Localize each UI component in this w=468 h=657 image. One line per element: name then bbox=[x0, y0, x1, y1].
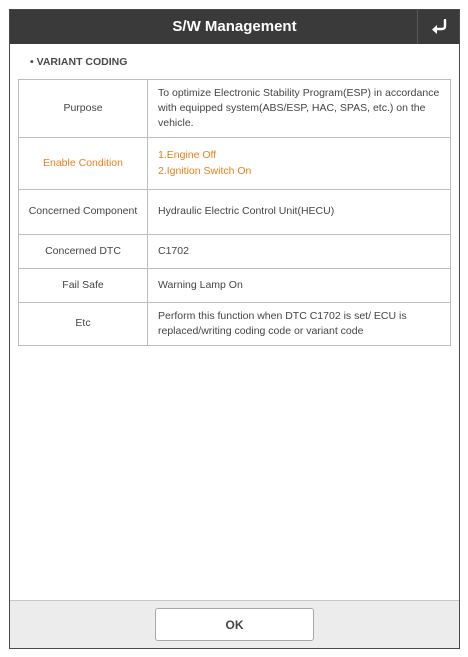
row-value bbox=[148, 138, 451, 190]
row-value: C1702 bbox=[148, 235, 451, 269]
condition-line: 2.Ignition Switch On bbox=[158, 164, 252, 177]
return-arrow-icon bbox=[430, 19, 448, 35]
row-key: Concerned DTC bbox=[19, 235, 148, 269]
table-row bbox=[19, 269, 451, 303]
row-value: Warning Lamp On bbox=[148, 269, 451, 303]
table-row bbox=[19, 80, 451, 138]
dialog-footer bbox=[10, 600, 459, 648]
section-label: • VARIANT CODING bbox=[30, 56, 128, 68]
row-value: To optimize Electronic Stability Program(ESP) in accordance with equipped system(ABS/ESP, HAC, SPAS, etc.) on the vehicle. bbox=[148, 80, 451, 138]
title-bar bbox=[10, 10, 459, 44]
table-row bbox=[19, 303, 451, 346]
back-button[interactable] bbox=[417, 10, 459, 44]
table-row bbox=[19, 235, 451, 269]
row-key: Fail Safe bbox=[19, 269, 148, 303]
condition-line: 1.Engine Off bbox=[158, 149, 217, 162]
row-key: Etc bbox=[19, 303, 148, 346]
row-key: Purpose bbox=[19, 80, 148, 138]
table-row bbox=[19, 190, 451, 235]
row-key: Concerned Component bbox=[19, 190, 148, 235]
ok-button[interactable]: OK bbox=[155, 608, 314, 641]
dialog-title: S/W Management bbox=[172, 18, 297, 35]
row-value: Perform this function when DTC C1702 is set/ ECU is replaced/writing coding code or variant code bbox=[148, 303, 451, 346]
row-value: Hydraulic Electric Control Unit(HECU) bbox=[148, 190, 451, 235]
info-table bbox=[18, 79, 451, 346]
table-row bbox=[19, 138, 451, 190]
row-key: Enable Condition bbox=[19, 138, 148, 190]
sw-management-dialog bbox=[9, 9, 460, 649]
